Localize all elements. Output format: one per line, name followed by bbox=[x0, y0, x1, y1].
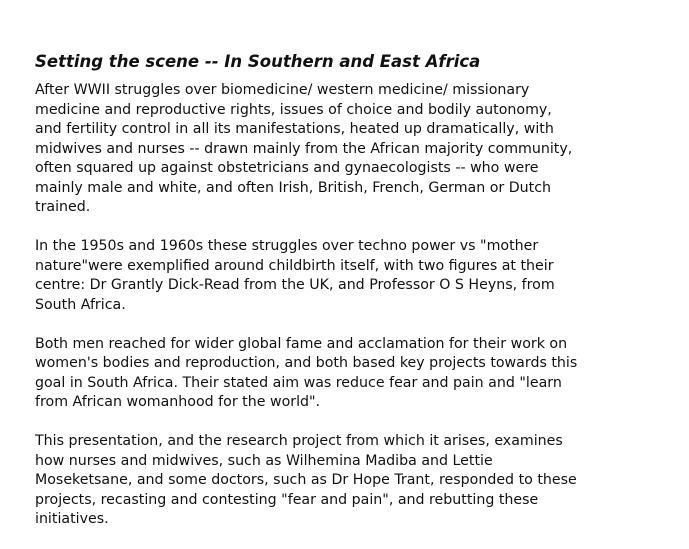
text-line: projects, recasting and contesting "fear and pain", and rebutting these bbox=[35, 491, 539, 508]
text-line: often squared up against obstetricians and gynaecologists -- who were bbox=[35, 160, 539, 176]
text-line: Both men reached for wider global fame and acclamation for their work on bbox=[35, 335, 568, 352]
text-line: mainly male and white, and often Irish, British, French, German or Dutch bbox=[35, 179, 552, 196]
text-line: from African womanhood for the world". bbox=[35, 394, 321, 410]
text-line: and fertility control in all its manifestations, heated up dramatically, with bbox=[35, 121, 554, 137]
slide-title: Setting the scene -- In Southern and East Africa bbox=[35, 52, 481, 71]
text-line: trained. bbox=[35, 199, 91, 215]
paragraph-postwar-struggles bbox=[35, 81, 675, 218]
text-line: how nurses and midwives, such as Wilhemina Madiba and Lettie bbox=[35, 452, 493, 469]
paragraph-1950s-1960s bbox=[35, 237, 675, 315]
text-line: After WWII struggles over biomedicine/ western medicine/ missionary bbox=[35, 82, 530, 98]
slide-body bbox=[35, 81, 675, 549]
text-line: centre: Dr Grantly Dick-Read from the UK, and Professor O S Heyns, from bbox=[35, 277, 555, 293]
text-line: South Africa. bbox=[35, 296, 126, 313]
text-line: nature"were exemplified around childbirth itself, with two figures at their bbox=[35, 257, 554, 274]
text-line: medicine and reproductive rights, issues of choice and bodily autonomy, bbox=[35, 101, 552, 118]
text-line: This presentation, and the research project from which it arises, examines bbox=[35, 433, 563, 449]
text-line: In the 1950s and 1960s these struggles over techno power vs "mother bbox=[35, 238, 539, 254]
text-line: goal in South Africa. Their stated aim was reduce fear and pain and "learn bbox=[35, 374, 562, 391]
text-line: initiatives. bbox=[35, 511, 109, 527]
text-line: women's bodies and reproduction, and both based key projects towards this bbox=[35, 355, 578, 371]
paragraph-presentation-aim bbox=[35, 432, 675, 530]
text-line: Moseketsane, and some doctors, such as Dr Hope Trant, responded to these bbox=[35, 472, 577, 488]
paragraph-global-fame bbox=[35, 335, 675, 413]
text-line: midwives and nurses -- drawn mainly from the African majority community, bbox=[35, 140, 573, 157]
